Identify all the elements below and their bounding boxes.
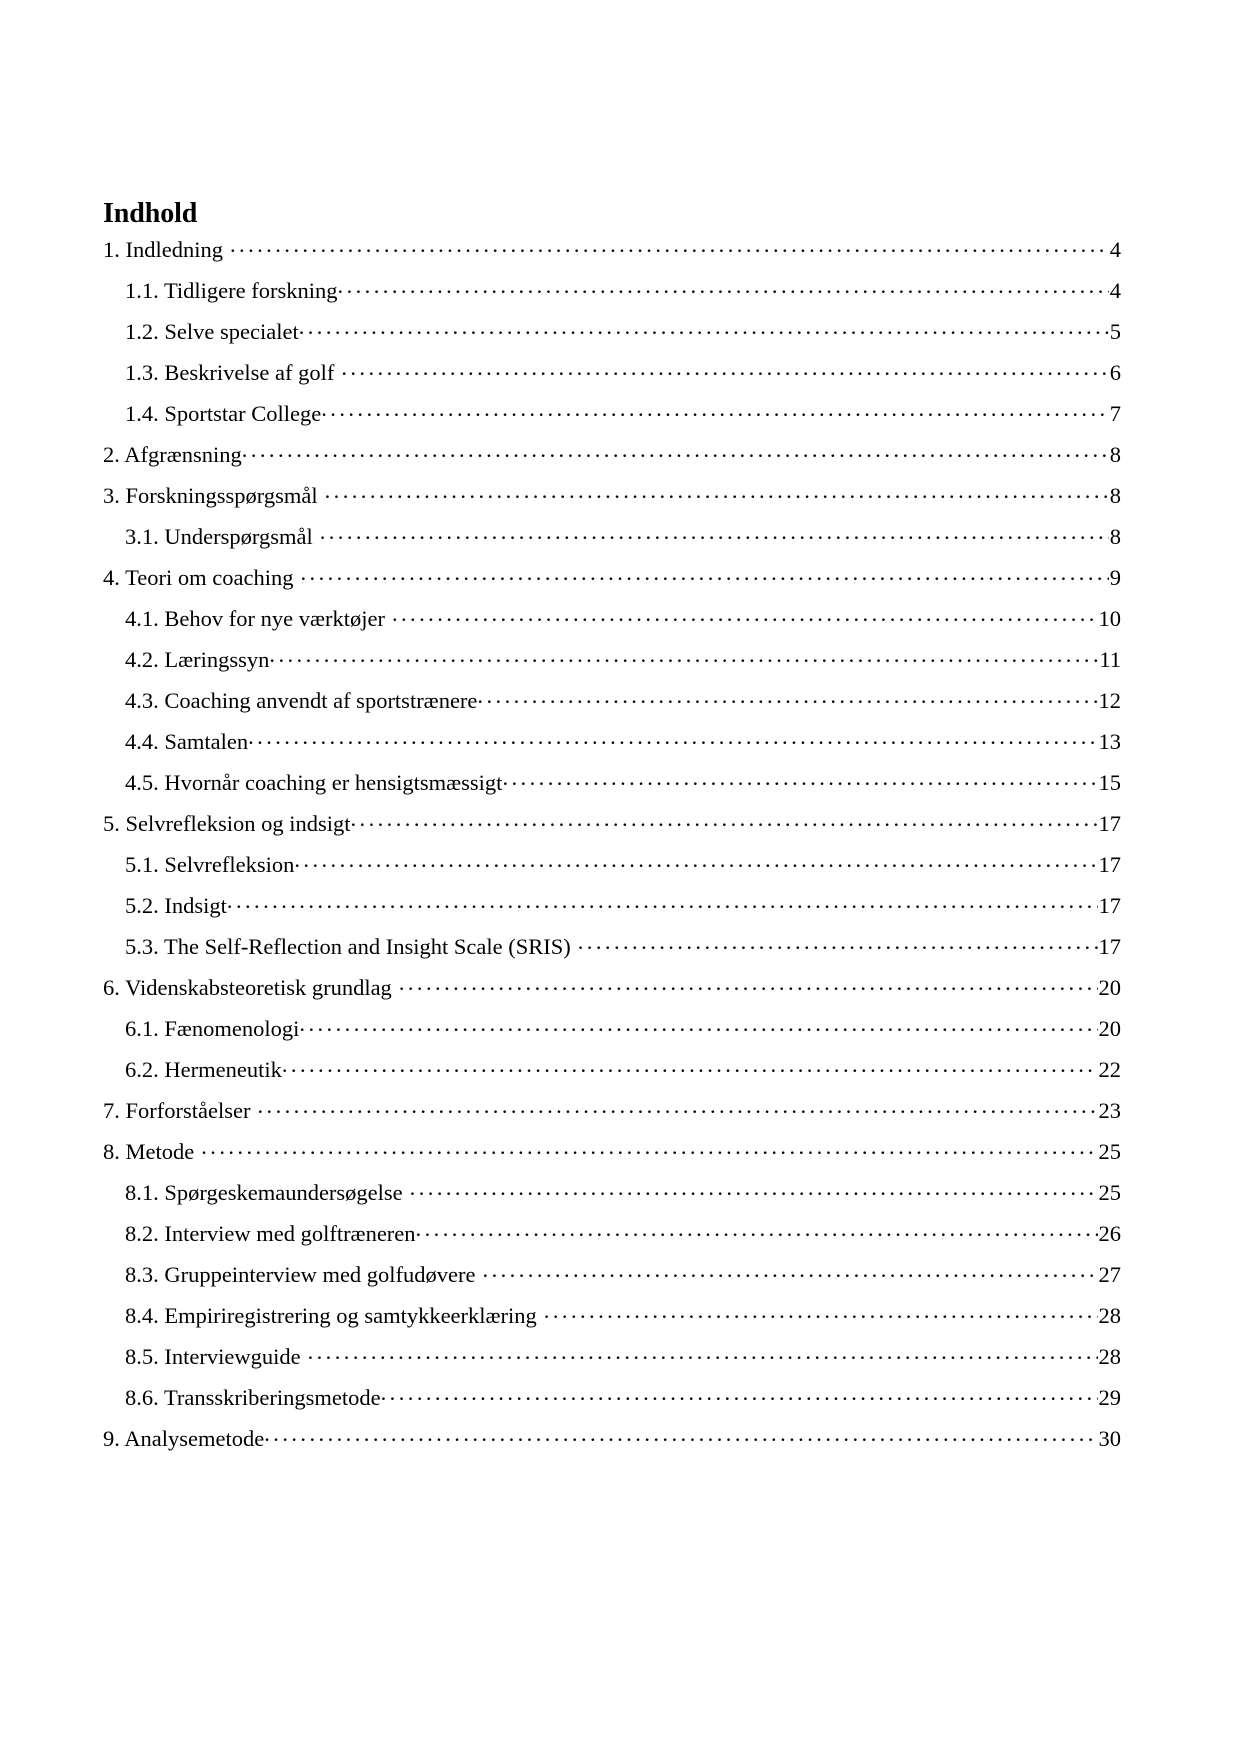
toc-page-number: 8 [1109,441,1121,467]
toc-page-number: 10 [1098,605,1121,631]
toc-page-number: 29 [1098,1384,1121,1410]
toc-entry[interactable] [103,603,1121,644]
toc-leader-dots [477,685,1097,708]
toc-leader-dots [264,1423,1097,1446]
toc-entry[interactable] [103,972,1121,1013]
toc-page-number: 30 [1098,1425,1121,1451]
toc-entry[interactable] [103,1218,1121,1259]
toc-entry-label: 4.4. Samtalen [125,728,249,754]
toc-leader-dots [325,480,1109,503]
toc-leader-dots [338,275,1109,298]
toc-page-number: 11 [1099,646,1121,672]
toc-entry[interactable] [103,316,1121,357]
toc-entry-label: 1. Indledning [103,236,223,262]
toc-entry-label: 1.2. Selve specialet [125,318,299,344]
page-title: Indhold [103,198,198,229]
toc-entry[interactable] [103,808,1121,849]
toc-entry[interactable] [103,480,1121,521]
toc-leader-dots [410,1177,1098,1200]
toc-leader-dots [227,890,1098,913]
toc-leader-dots [350,808,1097,831]
toc-entry-list [103,234,1121,1464]
toc-entry-label: 8.6. Transskriberingsmetode [125,1384,381,1410]
toc-leader-dots [320,521,1109,544]
toc-entry-label: 8.4. Empiriregistrering og samtykkeerklæring [125,1302,537,1328]
toc-page-number: 25 [1098,1179,1121,1205]
toc-entry-label: 4. Teori om coaching [103,564,294,590]
toc-page-number: 4 [1109,236,1121,262]
table-of-contents [103,198,1121,1464]
toc-leader-dots [269,644,1098,667]
toc-entry-label: 8.2. Interview med golftræneren [125,1220,416,1246]
toc-entry[interactable] [103,1259,1121,1300]
toc-page-number: 9 [1109,564,1121,590]
toc-entry-label: 1.1. Tidligere forskning [125,277,338,303]
toc-page-number: 13 [1098,728,1121,754]
toc-page-number: 28 [1098,1343,1121,1369]
toc-leader-dots [399,972,1098,995]
toc-entry[interactable] [103,357,1121,398]
toc-entry-label: 5. Selvrefleksion og indsigt [103,810,351,836]
toc-entry[interactable] [103,890,1121,931]
toc-entry-label: 1.4. Sportstar College [125,400,322,426]
toc-entry-label: 4.3. Coaching anvendt af sportstrænere [125,687,478,713]
toc-leader-dots [392,603,1098,626]
toc-entry[interactable] [103,1136,1121,1177]
toc-page-number: 17 [1098,810,1121,836]
toc-leader-dots [341,357,1108,380]
toc-page-number: 8 [1109,482,1121,508]
toc-page-number: 8 [1109,523,1121,549]
toc-page-number: 22 [1098,1056,1121,1082]
toc-page-number: 26 [1098,1220,1121,1246]
toc-entry[interactable] [103,767,1121,808]
toc-entry-label: 7. Forforståelser [103,1097,251,1123]
toc-leader-dots [544,1300,1098,1323]
toc-entry-label: 8.5. Interviewguide [125,1343,301,1369]
toc-entry[interactable] [103,1423,1121,1464]
toc-entry[interactable] [103,234,1121,275]
toc-leader-dots [201,1136,1097,1159]
toc-page-number: 23 [1098,1097,1121,1123]
toc-leader-dots [242,439,1109,462]
toc-entry-label: 3. Forskningsspørgsmål [103,482,318,508]
toc-page-number: 17 [1098,892,1121,918]
toc-leader-dots [230,234,1109,257]
toc-entry-label: 9. Analysemetode [103,1425,265,1451]
toc-leader-dots [483,1259,1098,1282]
toc-entry-label: 1.3. Beskrivelse af golf [125,359,335,385]
toc-entry[interactable] [103,1341,1121,1382]
toc-page-number: 15 [1098,769,1121,795]
toc-page-number: 7 [1109,400,1121,426]
toc-leader-dots [299,316,1109,339]
toc-entry-label: 4.2. Læringssyn [125,646,270,672]
toc-entry[interactable] [103,849,1121,890]
toc-page-number: 27 [1098,1261,1121,1287]
toc-entry-label: 4.1. Behov for nye værktøjer [125,605,385,631]
toc-entry[interactable] [103,1095,1121,1136]
toc-page-number: 17 [1098,933,1121,959]
toc-entry[interactable] [103,439,1121,480]
toc-entry[interactable] [103,521,1121,562]
toc-leader-dots [257,1095,1097,1118]
toc-entry-label: 8.1. Spørgeskemaundersøgelse [125,1179,403,1205]
toc-page-number: 4 [1109,277,1121,303]
toc-entry[interactable] [103,1177,1121,1218]
toc-leader-dots [300,562,1108,585]
toc-page-number: 6 [1109,359,1121,385]
toc-page-number: 5 [1109,318,1121,344]
toc-leader-dots [578,931,1098,954]
toc-entry-label: 4.5. Hvornår coaching er hensigtsmæssigt [125,769,503,795]
toc-entry-label: 3.1. Underspørgsmål [125,523,313,549]
toc-entry[interactable] [103,644,1121,685]
toc-entry[interactable] [103,1013,1121,1054]
toc-page-number: 12 [1098,687,1121,713]
toc-entry[interactable] [103,726,1121,767]
toc-entry[interactable] [103,931,1121,972]
toc-leader-dots [248,726,1097,749]
toc-entry-label: 8. Metode [103,1138,195,1164]
toc-entry-label: 5.1. Selvrefleksion [125,851,295,877]
toc-entry[interactable] [103,1054,1121,1095]
toc-entry[interactable] [103,1300,1121,1341]
toc-page-number: 17 [1098,851,1121,877]
toc-page-number: 20 [1098,1015,1121,1041]
toc-entry-label: 2. Afgrænsning [103,441,242,467]
toc-entry[interactable] [103,562,1121,603]
toc-entry[interactable] [103,398,1121,439]
toc-page-number: 20 [1098,974,1121,1000]
toc-leader-dots [294,849,1097,872]
toc-leader-dots [282,1054,1098,1077]
toc-leader-dots [299,1013,1097,1036]
toc-leader-dots [308,1341,1098,1364]
toc-leader-dots [321,398,1109,421]
toc-entry[interactable] [103,275,1121,316]
toc-entry[interactable] [103,1382,1121,1423]
toc-entry[interactable] [103,685,1121,726]
toc-entry-label: 6.2. Hermeneutik [125,1056,282,1082]
toc-entry-label: 6. Videnskabsteoretisk grundlag [103,974,392,1000]
toc-entry-label: 6.1. Fænomenologi [125,1015,300,1041]
toc-leader-dots [381,1382,1098,1405]
toc-leader-dots [416,1218,1098,1241]
toc-leader-dots [502,767,1097,790]
toc-entry-label: 8.3. Gruppeinterview med golfudøvere [125,1261,476,1287]
toc-entry-label: 5.3. The Self-Reflection and Insight Scale (SRIS) [125,933,571,959]
toc-entry-label: 5.2. Indsigt [125,892,227,918]
toc-page-number: 28 [1098,1302,1121,1328]
toc-page-number: 25 [1098,1138,1121,1164]
